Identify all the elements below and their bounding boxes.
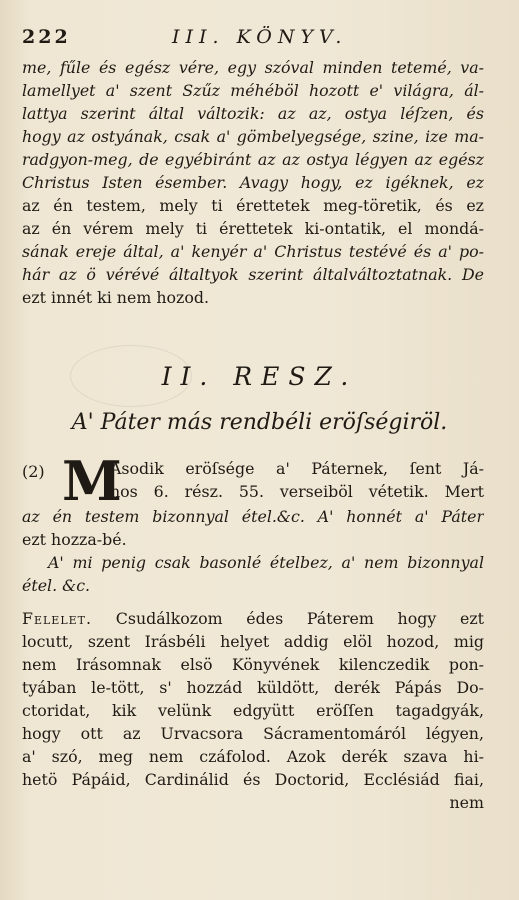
page-header — [22, 26, 492, 52]
text-line: tyában le-tött, s' hozzád küldött, derék Pápás Do- — [22, 678, 484, 697]
text-line: lamellyet a' szent Szűz méhéböl hozott e' világra, ál- — [22, 81, 484, 100]
text-line: hetö Pápáid, Cardinálid és Doctorid, Ecclésiád fiai, — [22, 770, 484, 789]
chapter-subtitle: A' Páter más rendbéli eröſségiröl. — [71, 410, 448, 435]
text-line: hogy az ostyának, csak a' gömbelyegsége, szine, ize ma- — [22, 127, 484, 146]
felelet-label: Felelet. — [22, 609, 93, 628]
text-line: hár az ö vérévé általtyok szerint általváltoztatnak. De — [22, 265, 484, 284]
catchword: nem — [449, 793, 484, 812]
text-line: az én testem, mely ti érettetek meg-töretik, és ez — [22, 196, 484, 215]
text-line: ctoridat, kik velünk edgyütt eröſſen tagadgyák, — [22, 701, 484, 720]
text-line: locutt, szent Irásbéli helyet addig elöl hozod, mig — [22, 632, 484, 651]
paragraph-mark: (2) — [22, 462, 45, 481]
page-number: 222 — [22, 26, 71, 48]
text-line: ezt hozza-bé. — [22, 530, 127, 549]
text-line — [22, 607, 484, 630]
text-line: nos 6. rész. 55. verseiböl vétetik. Mert — [110, 482, 484, 501]
drop-cap: M — [62, 449, 122, 513]
text-line: ezt innét ki nem hozod. — [22, 288, 209, 307]
text-line: Asodik eröſsége a' Páternek, ſent Já- — [110, 459, 484, 478]
chapter-heading: II. RESZ. — [161, 362, 358, 391]
running-head: III. KÖNYV. — [172, 26, 348, 48]
top-text-block — [22, 56, 484, 309]
answer-block — [22, 607, 484, 814]
opening-lines — [110, 457, 484, 503]
text-line: nem Irásomnak elsö Könyvének kilenczedik pon- — [22, 655, 484, 674]
text-line: me, fűle és egész vére, egy szóval minden tetemé, va- — [22, 58, 484, 77]
text-line: A' mi penig csak basonlé ételbez, a' nem bizonnyal — [48, 553, 484, 572]
felelet-text: Csudálkozom édes Páterem hogy ezt — [115, 609, 484, 628]
text-line: lattya szerint által változik: az az, ostya léſzen, és — [22, 104, 484, 123]
text-line: étel. &c. — [22, 576, 91, 595]
text-line: az én vérem mely ti érettetek ki-ontatik, el mondá- — [22, 219, 484, 238]
text-line: hogy ott az Urvacsora Sácramentomáról légyen, — [22, 724, 484, 743]
text-line: az én testem bizonnyal étel.&c. A' honnét a' Páter — [22, 507, 484, 526]
text-line: a' szó, meg nem czáfolod. Azok derék szava hi- — [22, 747, 484, 766]
text-line: Christus Isten ésember. Avagy hogy, ez igéknek, ez — [22, 173, 484, 192]
text-line: radgyon-meg, de egyébiránt az az ostya légyen az egész — [22, 150, 484, 169]
middle-text-block — [22, 505, 484, 597]
text-line: sának ereje által, a' kenyér a' Christus testévé és a' po- — [22, 242, 484, 261]
